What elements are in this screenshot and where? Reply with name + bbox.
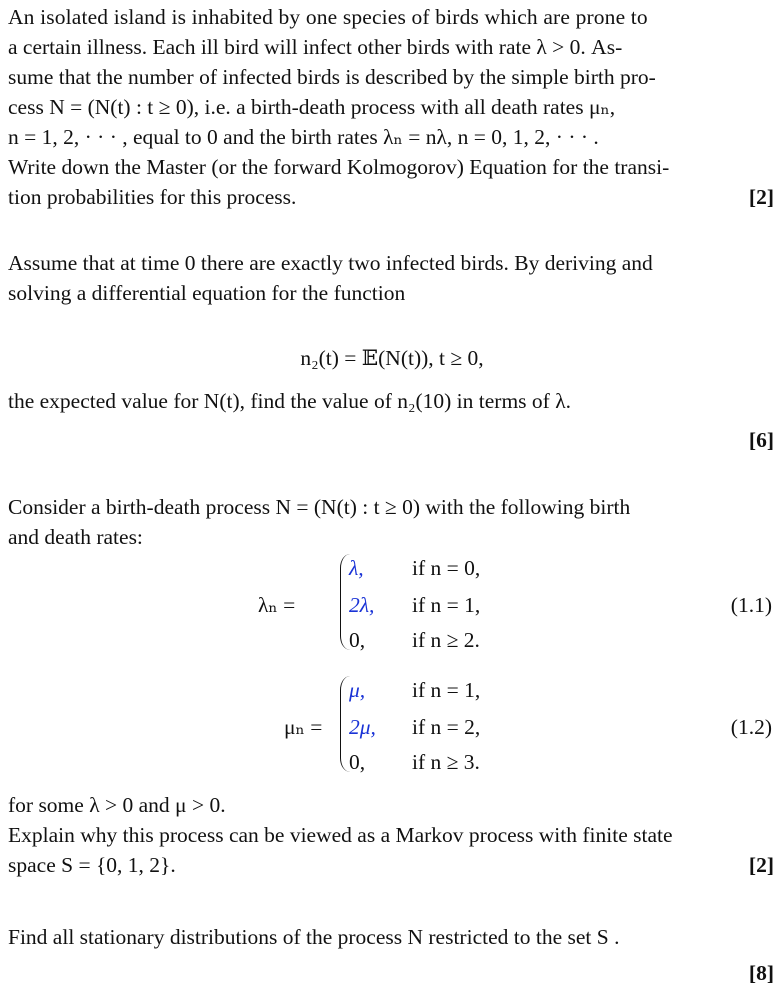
text-line: a certain illness. Each ill bird will infect other birds with rate λ > 0. As- [8,35,623,59]
text-line: tion probabilities for this process. [8,185,297,209]
question-part-2 [8,248,774,308]
question-part-3 [8,492,774,552]
text-line: An isolated island is inhabited by one species of birds which are prone to [8,5,648,29]
question-part-3-continued [8,790,774,880]
lambda-case-value: 2λ, [349,593,375,617]
text-line: n = 1, 2, · · · , equal to 0 and the birth rates λₙ = nλ, n = 0, 1, 2, · · · . [8,125,599,149]
mu-case-value: 2μ, [349,715,376,739]
mu-lhs: μₙ = [284,715,323,739]
marks-label: [2] [748,853,774,877]
expected-value-equation: n₂(t) = 𝔼(N(t)), t ≥ 0, [300,346,484,370]
text-line: Explain why this process can be viewed as a Markov process with finite state [8,823,673,847]
text-line: and death rates: [8,525,143,549]
text-line: space S = {0, 1, 2}. [8,853,176,877]
text-line: solving a differential equation for the function [8,281,406,305]
equation-number: (1.2) [730,715,772,739]
marks-label: [2] [748,185,774,209]
text-line: Assume that at time 0 there are exactly two infected birds. By deriving and [8,251,653,275]
marks-label: [8] [748,961,774,985]
equation-number: (1.1) [730,593,772,617]
lambda-case-value: λ, [349,556,364,580]
mu-case-value: μ, [349,678,366,702]
mu-case-cond: if n ≥ 3. [412,750,480,774]
question-part-4: Find all stationary distributions of the process N restricted to the set S . [8,925,620,949]
text-line: Write down the Master (or the forward Kolmogorov) Equation for the transi- [8,155,670,179]
lambda-case-value: 0, [349,628,366,652]
question-part-1 [8,2,774,212]
text-line: sume that the number of infected birds is described by the simple birth pro- [8,65,656,89]
text-line: for some λ > 0 and μ > 0. [8,793,226,817]
marks-label: [6] [748,428,774,452]
lambda-equation [0,550,784,660]
text-line: cess N = (N(t) : t ≥ 0), i.e. a birth-death process with all death rates μₙ, [8,95,616,119]
mu-case-cond: if n = 1, [412,678,481,702]
mu-case-cond: if n = 2, [412,715,481,739]
mu-equation [0,672,784,782]
lambda-case-cond: if n ≥ 2. [412,628,480,652]
lambda-case-cond: if n = 1, [412,593,481,617]
lambda-lhs: λₙ = [258,593,296,617]
text-line: the expected value for N(t), find the value of n₂(10) in terms of λ. [8,389,571,413]
mu-case-value: 0, [349,750,366,774]
lambda-case-cond: if n = 0, [412,556,481,580]
text-line: Consider a birth-death process N = (N(t) : t ≥ 0) with the following birth [8,495,631,519]
